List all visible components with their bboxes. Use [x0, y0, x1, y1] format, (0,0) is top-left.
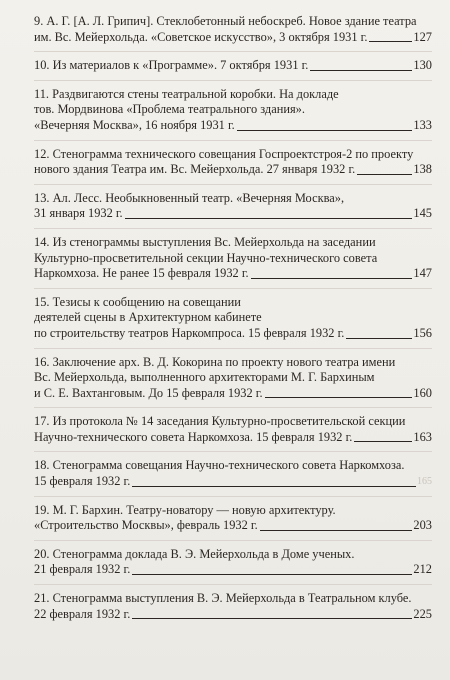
dot-leader [237, 129, 413, 131]
entry-text: 22 февраля 1932 г. [34, 606, 131, 621]
dot-leader [265, 396, 413, 398]
entry-text: и С. Е. Вахтанговым. До 15 февраля 1932 г. [34, 385, 263, 400]
toc-entry-line [34, 30, 432, 46]
toc-entry [34, 52, 432, 81]
toc-entry-line [34, 430, 432, 446]
table-of-contents [34, 8, 432, 628]
toc-entry-line [34, 235, 432, 251]
page-number: 163 [413, 429, 432, 444]
dot-leader [132, 617, 412, 619]
entry-text: Наркомхоза. Не ранее 15 февраля 1932 г. [34, 266, 249, 281]
entry-text: 18. Стенограмма совещания Научно-технического совета Наркомхоза. [34, 458, 405, 473]
page-number: 127 [413, 29, 432, 44]
page-number: 147 [413, 266, 432, 281]
entry-text: 21 февраля 1932 г. [34, 562, 131, 577]
toc-entry [34, 8, 432, 52]
page-number: 133 [413, 117, 432, 132]
toc-entry-line [34, 414, 432, 430]
entry-text: по строительству театров Наркомпроса. 15 февраля 1932 г. [34, 325, 345, 340]
toc-entry-line [34, 355, 432, 371]
toc-entry-line [34, 206, 432, 222]
toc-entry [34, 541, 432, 585]
toc-entry-line [34, 591, 432, 607]
toc-entry-line [34, 58, 432, 74]
toc-entry-line [34, 118, 432, 134]
toc-entry [34, 349, 432, 409]
toc-entry-line [34, 518, 432, 534]
toc-entry-line [34, 162, 432, 178]
entry-text: Научно-технического совета Наркомхоза. 15 февраля 1932 г. [34, 429, 353, 444]
dot-leader [310, 69, 412, 71]
toc-entry-line [34, 458, 432, 474]
entry-text: Культурно-просветительной секции Научно-технического совета [34, 250, 378, 265]
toc-entry [34, 185, 432, 229]
dot-leader [357, 173, 412, 175]
toc-entry-line [34, 147, 432, 163]
toc-entry [34, 585, 432, 628]
toc-entry [34, 229, 432, 289]
dot-leader [125, 217, 413, 219]
dot-leader [251, 277, 413, 279]
entry-text: 11. Раздвигаются стены театральной коробки. На докладе [34, 86, 339, 101]
dot-leader [354, 440, 412, 442]
entry-text: 17. Из протокола № 14 заседания Культурно-просветительской секции [34, 414, 406, 429]
entry-text: 21. Стенограмма выступления В. Э. Мейерхольда в Театральном клубе. [34, 591, 412, 606]
page-number: 225 [413, 606, 432, 621]
toc-entry-line [34, 251, 432, 267]
entry-text: нового здания Театра им. Вс. Мейерхольда. 27 января 1932 г. [34, 162, 356, 177]
entry-text: 9. А. Г. [А. Л. Грипич]. Стеклобетонный небоскреб. Новое здание театра [34, 14, 417, 28]
entry-text: «Строительство Москвы», февраль 1932 г. [34, 518, 258, 533]
dot-leader [132, 573, 412, 575]
entry-text: 14. Из стенограммы выступления Вс. Мейерхольда на заседании [34, 234, 376, 249]
toc-entry-line [34, 547, 432, 563]
page-number: 212 [413, 562, 432, 577]
entry-text: 13. Ал. Лесс. Необыкновенный театр. «Вечерняя Москва», [34, 190, 345, 205]
toc-entry-line [34, 102, 432, 118]
entry-text: 12. Стенограмма технического совещания Госпроектстроя-2 по проекту [34, 146, 414, 161]
entry-text: 19. М. Г. Бархин. Театру-новатору — новую архитектуру. [34, 502, 336, 517]
entry-text: им. Вс. Мейерхольда. «Советское искусство», 3 октября 1931 г. [34, 29, 368, 44]
toc-entry-line [34, 191, 432, 207]
entry-text: деятелей сцены в Архитектурном кабинете [34, 310, 262, 325]
toc-entry-line [34, 386, 432, 402]
entry-text: Вс. Мейерхольда, выполненного архитекторами М. Г. Бархиным [34, 370, 375, 385]
toc-entry-line [34, 474, 432, 490]
toc-entry-line [34, 14, 432, 30]
toc-entry [34, 408, 432, 452]
page-number: 160 [413, 385, 432, 400]
toc-entry-line [34, 562, 432, 578]
toc-entry-line [34, 295, 432, 311]
dot-leader [260, 529, 413, 531]
toc-entry-line [34, 310, 432, 326]
entry-text: 15 февраля 1932 г. [34, 474, 131, 489]
toc-entry [34, 452, 432, 496]
page-number: 138 [413, 162, 432, 177]
entry-text: 20. Стенограмма доклада В. Э. Мейерхольда в Доме ученых. [34, 546, 355, 561]
toc-entry-line [34, 370, 432, 386]
entry-text: 16. Заключение арх. В. Д. Кокорина по проекту нового театра имени [34, 354, 396, 369]
dot-leader [346, 337, 412, 339]
toc-entry-line [34, 326, 432, 342]
page-number: 130 [413, 58, 432, 73]
toc-entry-line [34, 607, 432, 623]
page-number: 203 [413, 518, 432, 533]
dot-leader [369, 40, 412, 42]
toc-entry-line [34, 503, 432, 519]
toc-entry [34, 289, 432, 349]
entry-text: тов. Мордвинова «Проблема театрального здания». [34, 102, 305, 117]
entry-text: «Вечерняя Москва», 16 ноября 1931 г. [34, 117, 235, 132]
entry-text: 10. Из материалов к «Программе». 7 октября 1931 г. [34, 58, 309, 73]
entry-text: 31 января 1932 г. [34, 206, 123, 221]
toc-entry [34, 141, 432, 185]
toc-entry [34, 497, 432, 541]
page-number: 165 [417, 476, 432, 488]
dot-leader [132, 485, 416, 487]
entry-text: 15. Тезисы к сообщению на совещании [34, 294, 241, 309]
toc-entry-line [34, 266, 432, 282]
toc-entry [34, 81, 432, 141]
toc-entry-line [34, 87, 432, 103]
page-number: 156 [413, 325, 432, 340]
page-number: 145 [413, 206, 432, 221]
